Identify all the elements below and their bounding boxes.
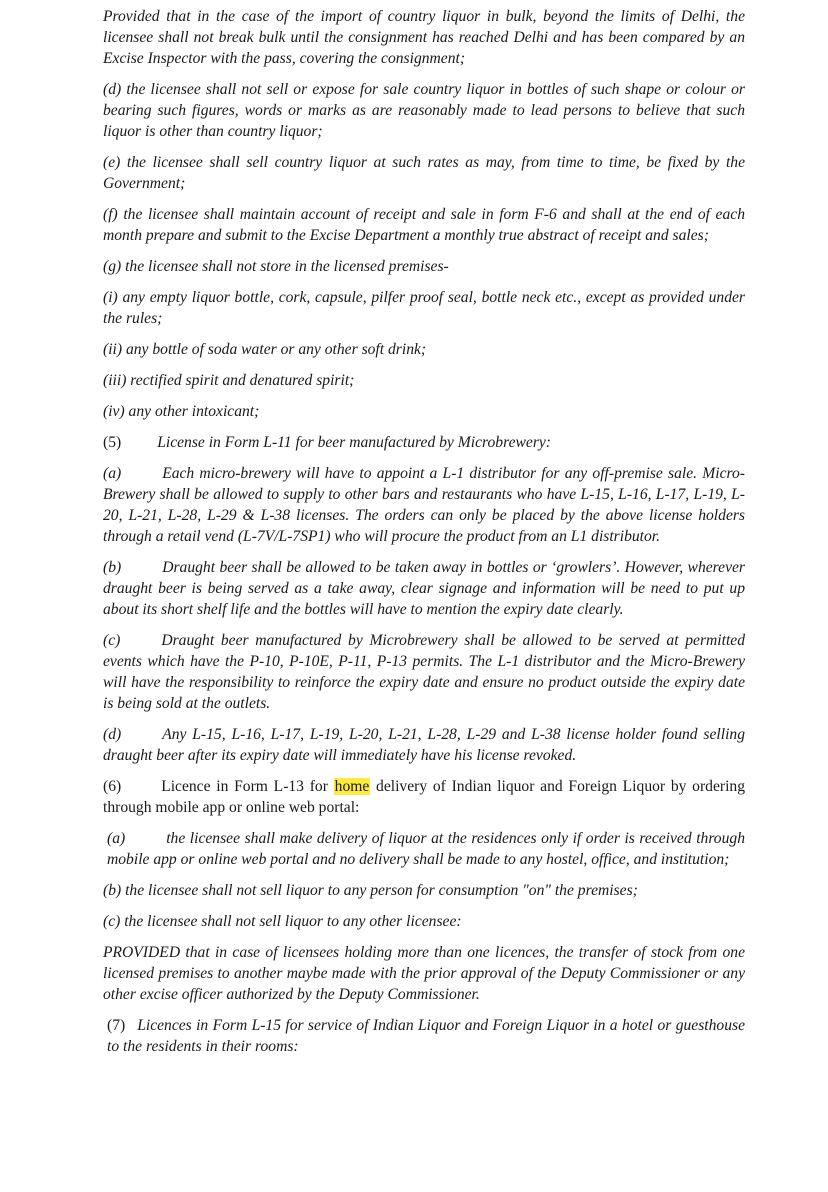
- section-6-item-c: (c) the licensee shall not sell liquor to any other licensee:: [103, 913, 462, 930]
- section-7-number: (7): [107, 1017, 126, 1034]
- item-label: (b): [103, 559, 122, 576]
- clause-g-paragraph: (g) the licensee shall not store in the licensed premises-: [103, 258, 449, 275]
- item-text: Any L-15, L-16, L-17, L-19, L-20, L-21, L-28, L-29 and L-38 license holder found selling draught beer after its expiry date will immediately have his license revoked.: [103, 726, 745, 764]
- section-6-item-a: [103, 828, 745, 870]
- clause-g-i-paragraph: (i) any empty liquor bottle, cork, capsule, pilfer proof seal, bottle neck etc., except as provided under the rules;: [103, 289, 745, 327]
- section-5-item-c: [103, 630, 745, 714]
- clause-d-paragraph: (d) the licensee shall not sell or expose for sale country liquor in bottles of such shape or colour or bearing such figures, words or marks as are reasonably made to lead persons to believe that such liquor is other than country liquor;: [103, 81, 745, 140]
- item-text: Draught beer shall be allowed to be taken away in bottles or ‘growlers’. However, wherever draught beer is being served as a take away, clear signage and information will be need to put up about its short shelf life and the bottles will have to mention the expiry date clearly.: [103, 559, 745, 618]
- section-5-item-b: [103, 557, 745, 620]
- section-6-title-end: delivery of Indian liquor and Foreign Liquor by ordering through mobile app or online web portal:: [103, 778, 745, 816]
- clause-g-iv-paragraph: (iv) any other intoxicant;: [103, 403, 260, 420]
- clause-g-ii-paragraph: (ii) any bottle of soda water or any other soft drink;: [103, 341, 427, 358]
- item-text: Draught beer manufactured by Microbrewery shall be allowed to be served at permitted events which have the P-10, P-10E, P-11, P-13 permits. The L-1 distributor and the Micro-Brewery will have the responsibility to reinforce the expiry date and ensure no product outside the expiry date is being sold at the outlets.: [103, 632, 745, 712]
- section-5-number: (5): [103, 434, 122, 451]
- item-label: (c): [103, 632, 121, 649]
- section-7-title: Licences in Form L-15 for service of Indian Liquor and Foreign Liquor in a hotel or guesthouse to the residents in their rooms:: [107, 1017, 745, 1055]
- section-5-item-d: [103, 724, 745, 766]
- section-7-heading: [103, 1015, 745, 1057]
- section-6-item-b: (b) the licensee shall not sell liquor to any person for consumption "on" the premises;: [103, 882, 638, 899]
- clause-g-iii-paragraph: (iii) rectified spirit and denatured spirit;: [103, 372, 355, 389]
- section-5-heading: [103, 432, 745, 453]
- document-page: [103, 6, 745, 1067]
- section-6-heading: [103, 776, 745, 818]
- highlighted-word: home: [334, 778, 370, 795]
- section-6-title-start: Licence in Form L-13 for: [161, 778, 334, 795]
- section-6-proviso: PROVIDED that in case of licensees holding more than one licences, the transfer of stock from one licensed premises to another maybe made with the prior approval of the Deputy Commissioner or any other excise officer authorized by the Deputy Commissioner.: [103, 944, 745, 1003]
- item-text: the licensee shall make delivery of liquor at the residences only if order is received through mobile app or online web portal and no delivery shall be made to any hostel, office, and institution;: [107, 830, 745, 868]
- section-5-title: License in Form L-11 for beer manufactured by Microbrewery:: [157, 434, 551, 451]
- clause-e-paragraph: (e) the licensee shall sell country liquor at such rates as may, from time to time, be fixed by the Government;: [103, 154, 745, 192]
- item-label: (a): [107, 830, 126, 847]
- item-text: Each micro-brewery will have to appoint a L-1 distributor for any off-premise sale. Micro-Brewery shall be allowed to supply to other bars and restaurants who have L-15, L-16, L-17, L-19, L-20, L-21, L-28, L-29 & L-38 licenses. The orders can only be placed by the above license holders through a retail vend (L-7V/L-7SP1) who will procure the product from an L1 distributor.: [103, 465, 745, 545]
- item-label: (a): [103, 465, 122, 482]
- proviso-bulk-paragraph: Provided that in the case of the import of country liquor in bulk, beyond the limits of Delhi, the licensee shall not break bulk until the consignment has reached Delhi and has been compared by an Excise Inspector with the pass, covering the consignment;: [103, 8, 745, 67]
- item-label: (d): [103, 726, 122, 743]
- clause-f-paragraph: (f) the licensee shall maintain account of receipt and sale in form F-6 and shall at the end of each month prepare and submit to the Excise Department a monthly true abstract of receipt and sales;: [103, 206, 745, 244]
- section-5-item-a: [103, 463, 745, 547]
- section-6-number: (6): [103, 778, 122, 795]
